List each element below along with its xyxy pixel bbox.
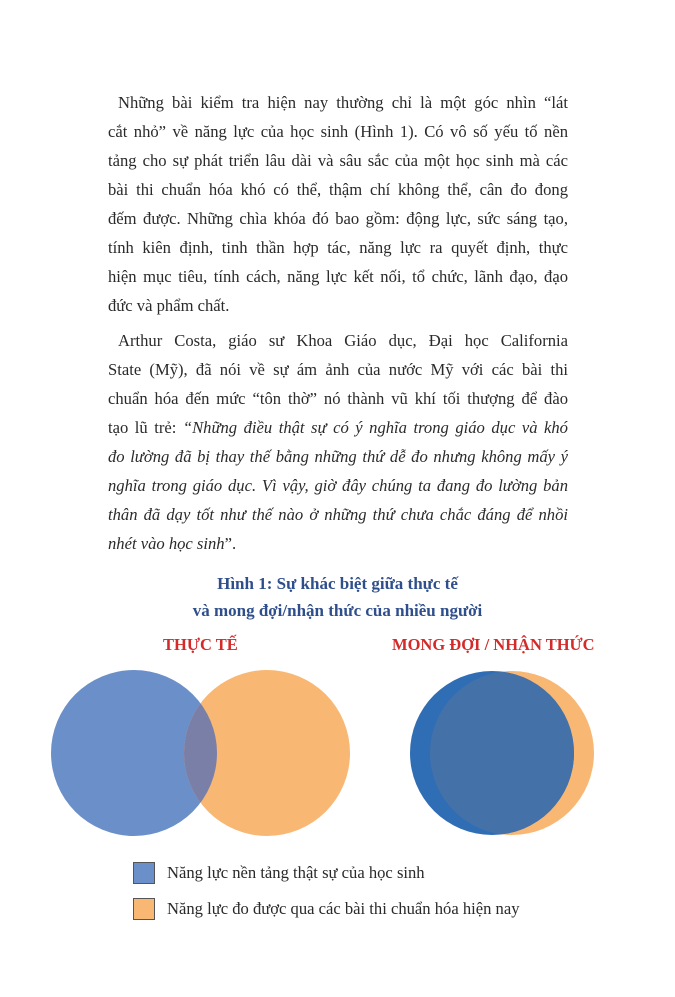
paragraph-1-line: đức và phẩm chất. (108, 296, 230, 315)
legend-swatch-blue (133, 862, 155, 884)
paragraph-1-line: Những bài kiểm tra hiện nay thường chỉ là một góc nhìn “lát (118, 93, 568, 112)
venn-expectation (410, 671, 594, 835)
legend-swatch-orange (133, 898, 155, 920)
legend-item-true-ability (133, 860, 425, 886)
paragraph-1-line: tính kiên định, tinh thần hợp tác, năng lực ra quyết định, thực (108, 238, 568, 257)
paragraph-2 (108, 326, 568, 558)
paragraph-1-line: tảng cho sự phát triển lâu dài và sâu sắc của một học sinh mà các (108, 151, 568, 170)
figure-title (0, 570, 675, 624)
quote-close: ”. (224, 534, 237, 553)
paragraph-1-line: hiện mục tiêu, tính cách, năng lực kết nối, tổ chức, lãnh đạo, đạo (108, 267, 568, 286)
paragraph-2-line: Arthur Costa, giáo sư Khoa Giáo dục, Đại học California (118, 331, 568, 350)
paragraph-2-text: tạo lũ trẻ: (108, 418, 183, 437)
figure-title-line-2: và mong đợi/nhận thức của nhiều người (192, 601, 483, 620)
venn-label-expectation: MONG ĐỢI / NHẬN THỨC (392, 635, 595, 654)
legend-item-measured-ability (133, 896, 520, 922)
quote-line: nghĩa trong giáo dục. Vì vậy, giờ đây chúng ta đang đo lường bản (108, 476, 568, 495)
quote-line: đo lường đã bị thay thế bằng những thứ dễ đo nhưng không mấy ý (108, 447, 568, 466)
paragraph-1 (108, 88, 568, 320)
figure-title-line-1: Hình 1: Sự khác biệt giữa thực tế (217, 574, 458, 593)
venn-diagrams (0, 660, 675, 845)
paragraph-1-line: bài thi chuẩn hóa khó có thể, thậm chí không thể, cân đo đong (108, 180, 568, 199)
legend-label: Năng lực đo được qua các bài thi chuẩn hóa hiện nay (167, 899, 520, 918)
quote-text: “Những điều thật sự có ý nghĩa trong giáo dục và khó (182, 418, 568, 437)
paragraph-2-line (108, 413, 568, 442)
quote-line (108, 529, 568, 558)
paragraph-1-line: đếm được. Những chìa khóa đó bao gồm: động lực, sức sáng tạo, (108, 209, 568, 228)
legend-label: Năng lực nền tảng thật sự của học sinh (167, 863, 425, 882)
paragraph-2-line: chuẩn hóa đến mức “tôn thờ” nó thành vũ khí tối thượng để đào (108, 389, 568, 408)
paragraph-1-line: cắt nhỏ” về năng lực của học sinh (Hình 1). Có vô số yếu tố nền (108, 122, 568, 141)
quote-text: nhét vào học sinh (108, 534, 225, 553)
quote-line: thân đã dạy tốt như thế nào ở những thứ chưa chắc đáng để nhồi (108, 505, 568, 524)
venn-reality (51, 670, 350, 836)
paragraph-2-line: State (Mỹ), đã nói về sự ám ảnh của nước Mỹ với các bài thi (108, 360, 568, 379)
venn-label-reality: THỰC TẾ (163, 635, 238, 654)
